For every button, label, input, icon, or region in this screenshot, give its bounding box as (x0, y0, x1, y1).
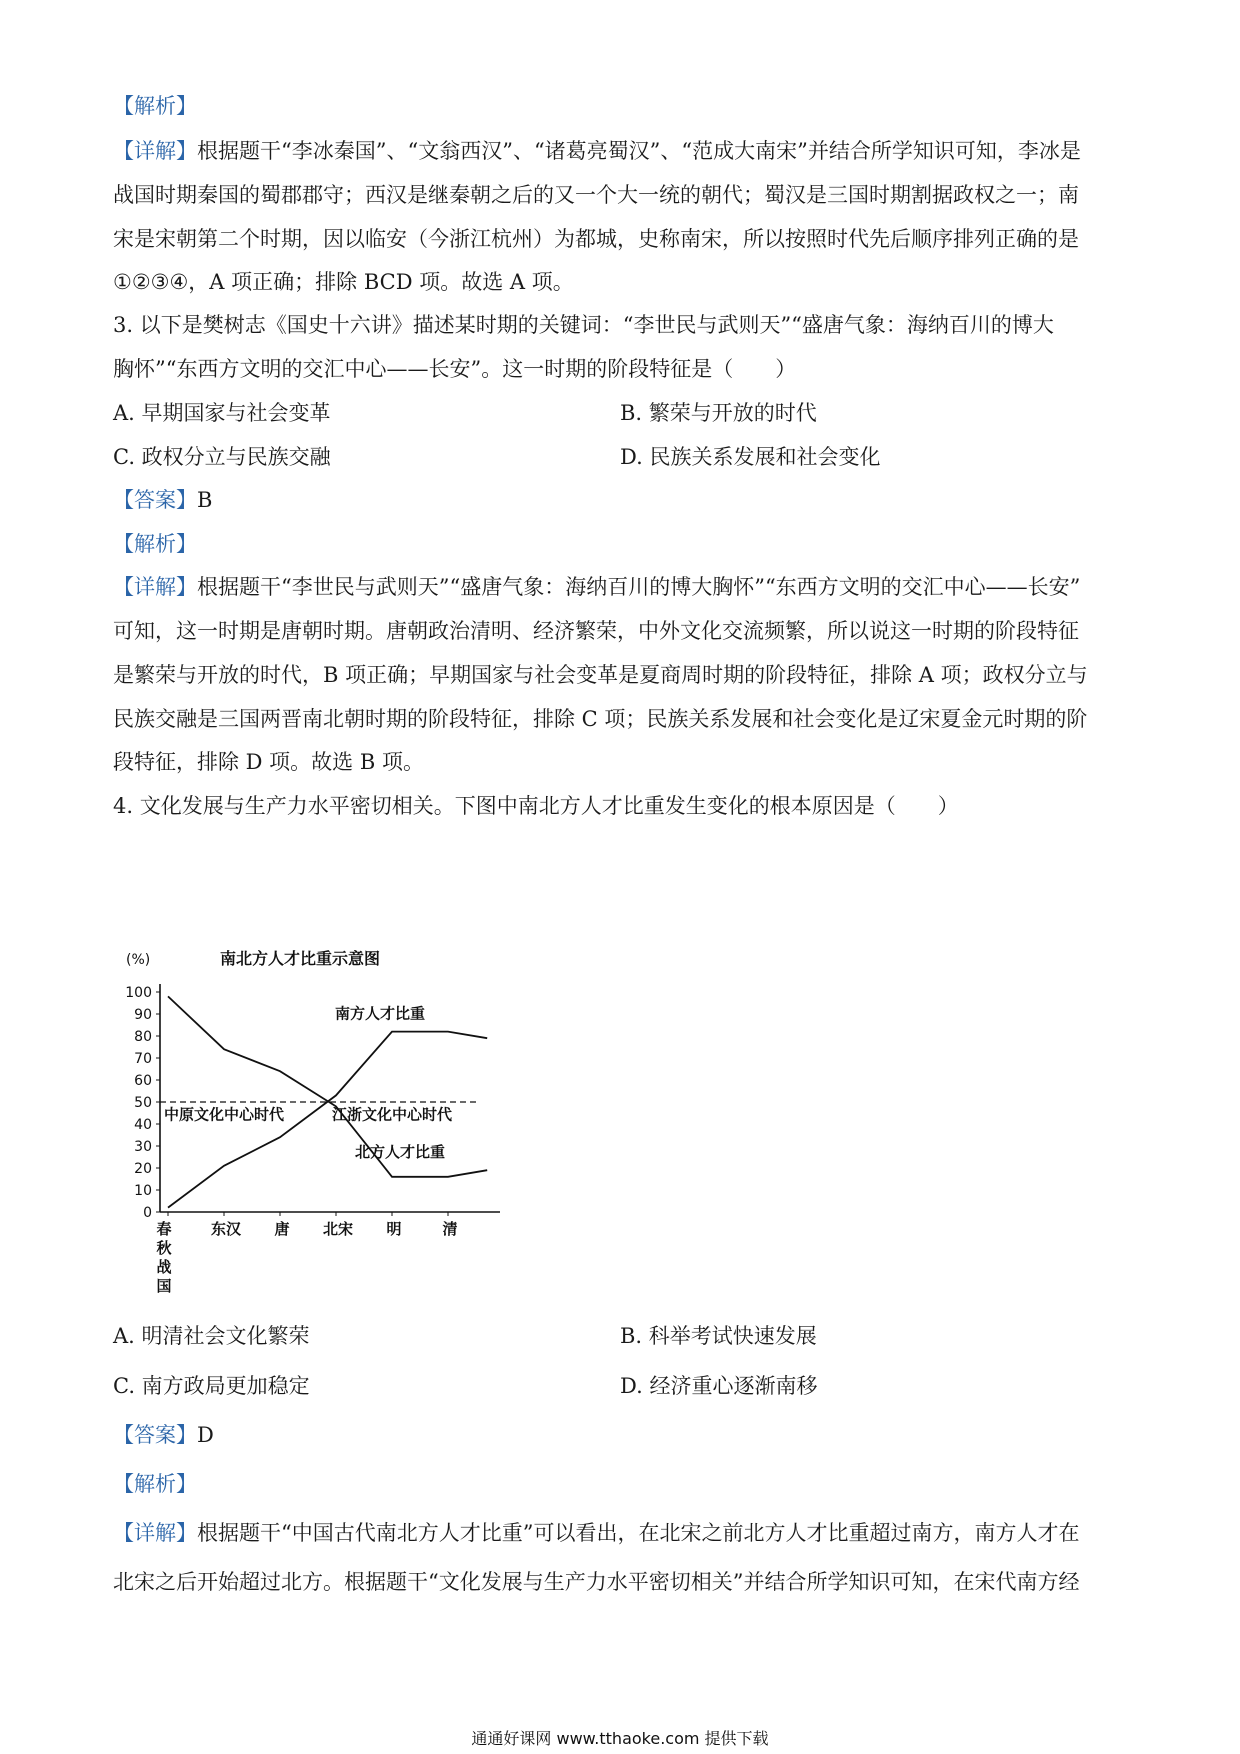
north-series-label: 北方人才比重 (355, 1143, 446, 1161)
chart-title: 南北方人才比重示意图 (220, 949, 381, 968)
question-4-stem: 4. 文化发展与生产力水平密切相关。下图中南北方人才比重发生变化的根本原因是（ ） (113, 794, 959, 818)
detail-paragraph-line: 段特征，排除 D 项。故选 B 项。 (113, 750, 424, 774)
x-tick-label: 东汉 (210, 1220, 242, 1238)
detail-paragraph-line: 是繁荣与开放的时代，B 项正确；早期国家与社会变革是夏商周时期的阶段特征，排除 A 项；政权分立与 (113, 663, 1088, 687)
x-tick-label: 唐 (274, 1220, 290, 1238)
y-tick-label: 40 (134, 1117, 152, 1133)
analysis-heading: 【解析】 (113, 532, 197, 556)
analysis-heading: 【解析】 (113, 1472, 197, 1496)
analysis-heading: 【解析】 (113, 94, 197, 118)
answer-tag: 【答案】 (113, 488, 197, 512)
question-3-stem: 3. 以下是樊树志《国史十六讲》描述某时期的关键词：“李世民与武则天”“盛唐气象：海纳百川的博大 (113, 313, 1054, 337)
detail-tag: 【详解】 (113, 1521, 197, 1545)
x-tick-label: 明 (386, 1220, 402, 1238)
detail-paragraph-line: 北宋之后开始超过北方。根据题干“文化发展与生产力水平密切相关”并结合所学知识可知，在宋代南方经 (113, 1570, 1080, 1594)
south-series-label: 南方人才比重 (335, 1004, 426, 1023)
y-tick-label: 90 (134, 1007, 152, 1023)
question-4-option-c: C. 南方政局更加稳定 (113, 1374, 310, 1398)
x-tick-label-char: 秋 (156, 1239, 172, 1257)
y-tick-label: 70 (134, 1051, 152, 1067)
y-tick-label: 80 (134, 1029, 152, 1045)
question-4-option-b: B. 科举考试快速发展 (620, 1324, 817, 1348)
y-axis-label: (%) (126, 952, 151, 968)
detail-paragraph-line: ①②③④，A 项正确；排除 BCD 项。故选 A 项。 (113, 270, 574, 294)
detail-paragraph-line: 【详解】根据题干“中国古代南北方人才比重”可以看出，在北宋之前北方人才比重超过南方，南方人才在 (113, 1521, 1080, 1545)
y-tick-label: 30 (134, 1139, 152, 1155)
answer-value: D (197, 1423, 214, 1447)
detail-paragraph-line: 【详解】根据题干“李世民与武则天”“盛唐气象：海纳百川的博大胸怀”“东西方文明的交汇中心——长安” (113, 575, 1081, 599)
question-3-option-c: C. 政权分立与民族交融 (113, 445, 331, 469)
x-tick-label: 清 (442, 1220, 458, 1238)
x-tick-label-char: 春 (156, 1220, 172, 1238)
y-tick-label: 60 (134, 1073, 152, 1089)
y-tick-label: 100 (125, 985, 152, 1001)
question-4-option-d: D. 经济重心逐渐南移 (620, 1374, 818, 1398)
y-tick-label: 0 (143, 1205, 152, 1221)
question-3-option-a: A. 早期国家与社会变革 (113, 401, 331, 425)
detail-tag: 【详解】 (113, 139, 197, 163)
question-3-option-d: D. 民族关系发展和社会变化 (620, 445, 881, 469)
detail-tag: 【详解】 (113, 575, 197, 599)
y-tick-label: 20 (134, 1161, 152, 1177)
answer-tag: 【答案】 (113, 1423, 197, 1447)
annotation-jiangzhe: 江浙文化中心时代 (332, 1105, 453, 1124)
x-tick-label-char: 战 (156, 1258, 172, 1276)
answer-line (113, 1421, 1133, 1449)
annotation-central-plains: 中原文化中心时代 (164, 1105, 285, 1124)
y-tick-label: 50 (134, 1095, 152, 1111)
detail-paragraph-line: 宋是宋朝第二个时期，因以临安（今浙江杭州）为都城，史称南宋，所以按照时代先后顺序排列正确的是 (113, 227, 1079, 251)
page-footer: 通通好课网 www.tthaoke.com 提供下载 (471, 1729, 769, 1748)
chart-svg (120, 940, 540, 1300)
talent-ratio-chart (120, 940, 540, 1300)
detail-paragraph-line: 可知，这一时期是唐朝时期。唐朝政治清明、经济繁荣，中外文化交流频繁，所以说这一时期的阶段特征 (113, 619, 1079, 643)
detail-paragraph-line: 民族交融是三国两晋南北朝时期的阶段特征，排除 C 项；民族关系发展和社会变化是辽宋夏金元时期的阶 (113, 707, 1088, 731)
x-tick-label: 北宋 (322, 1220, 354, 1238)
detail-paragraph-line: 【详解】根据题干“李冰秦国”、“文翁西汉”、“诸葛亮蜀汉”、“范成大南宋”并结合所学知识可知，李冰是 (113, 139, 1081, 163)
answer-value: B (197, 488, 213, 512)
question-4-option-a: A. 明清社会文化繁荣 (113, 1324, 310, 1348)
answer-line (113, 486, 1133, 514)
question-3-stem: 胸怀”“东西方文明的交汇中心——长安”。这一时期的阶段特征是（ ） (113, 357, 797, 381)
question-3-option-b: B. 繁荣与开放的时代 (620, 401, 817, 425)
y-tick-label: 10 (134, 1183, 152, 1199)
detail-paragraph-line: 战国时期秦国的蜀郡郡守；西汉是继秦朝之后的又一个大一统的朝代；蜀汉是三国时期割据政权之一；南 (113, 183, 1079, 207)
x-tick-label-char: 国 (156, 1277, 172, 1295)
